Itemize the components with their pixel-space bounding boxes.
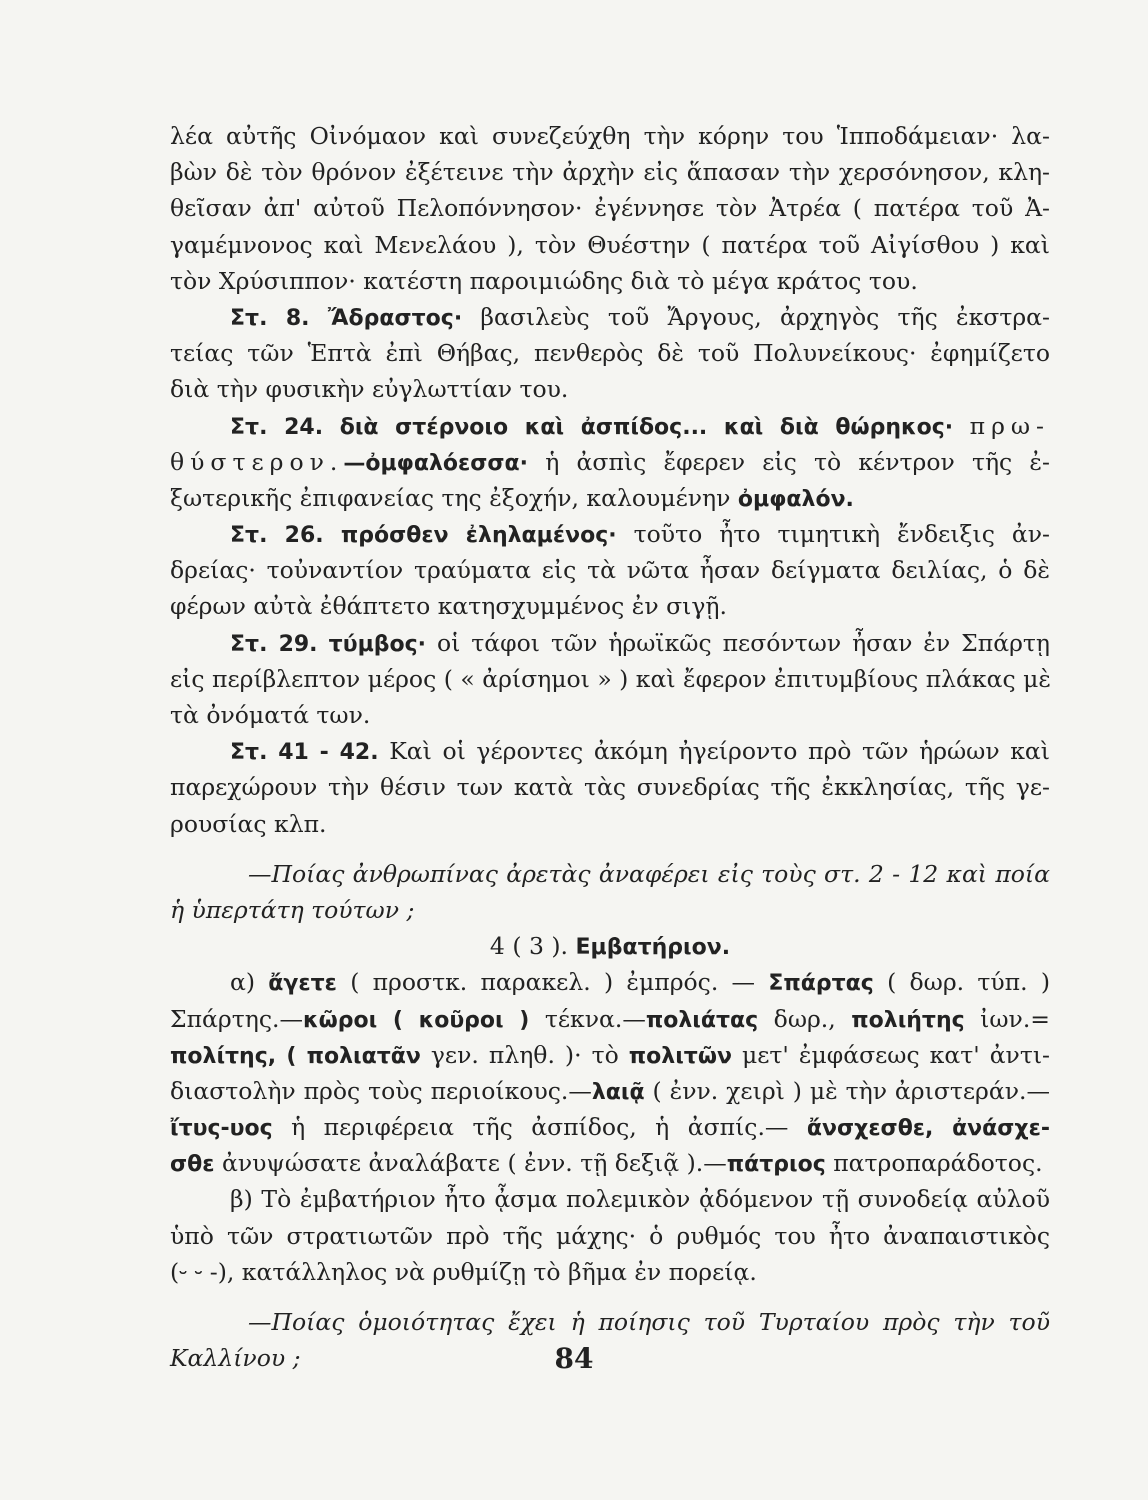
text-line xyxy=(170,371,1050,407)
verse-ref-heading: Στ. 26. πρόσθεν ἐληλαμένος· xyxy=(230,523,617,549)
text-line xyxy=(170,1109,1050,1145)
term-bold: Σπάρτας xyxy=(768,971,874,997)
text-line xyxy=(170,806,1050,842)
text-span: ἡ ὑπερτάτη τούτων ; xyxy=(170,895,415,924)
text-span: (⏑ ⏑ -), κατάλληλος νὰ ρυθμίζῃ τὸ βῆμα ἐν πορείᾳ. xyxy=(170,1257,757,1286)
text-span: διὰ τὴν φυσικὴν εὐγλωττίαν του. xyxy=(170,375,569,404)
term-bold: ὀμφαλόν. xyxy=(737,486,854,512)
text-line xyxy=(170,118,1050,154)
text-line xyxy=(170,1254,1050,1290)
text-span: α) xyxy=(230,968,269,997)
text-span: γεν. πληθ. )· τὸ xyxy=(420,1040,629,1069)
section-title: Εμβατήριον. xyxy=(575,935,731,961)
text-line xyxy=(170,1037,1050,1073)
term-bold: λαιᾷ xyxy=(591,1079,645,1105)
text-line xyxy=(170,299,1050,335)
text-line xyxy=(170,480,1050,516)
term-bold: πάτριος xyxy=(726,1152,826,1178)
text-line xyxy=(170,625,1050,661)
section-number: 4 ( 3 ). xyxy=(489,932,569,961)
text-line xyxy=(170,697,1050,733)
text-line xyxy=(170,263,1050,299)
spacer xyxy=(170,842,1050,856)
text-span: μετ' ἐμφάσεως κατ' ἀντι- xyxy=(731,1040,1051,1069)
text-span: δωρ., xyxy=(758,1004,852,1033)
term-bold: ἄνσχεσθε, ἀνάσχε- xyxy=(806,1116,1050,1142)
question-line xyxy=(170,856,1050,892)
text-span: ( προστκ. παρακελ. ) ἐμπρός. — xyxy=(336,968,756,997)
text-span: ἡ ἀσπὶς ἔφερεν εἰς τὸ κέντρον τῆς ἐ- xyxy=(545,447,1050,476)
text-line xyxy=(170,154,1050,190)
text-span: διαστολὴν πρὸς τοὺς περιοίκους.— xyxy=(170,1076,592,1105)
text-line xyxy=(170,1145,1050,1181)
text-line xyxy=(170,769,1050,805)
term-bold: σθε xyxy=(170,1152,215,1178)
text-span: τέκνα.— xyxy=(529,1004,646,1033)
text-span: λέα αὐτῆς Οἰνόμαον καὶ συνεζεύχθη τὴν κόρην του Ἱπποδάμειαν· λα- xyxy=(170,122,1050,150)
text-span: τείας τῶν Ἑπτὰ ἐπὶ Θήβας, πενθερὸς δὲ τοῦ Πολυνείκους· ἐφημίζετο xyxy=(170,339,1050,368)
text-line xyxy=(170,1218,1050,1254)
text-line xyxy=(170,1001,1050,1037)
text-span: ξωτερικῆς ἐπιφανείας της ἐξοχήν, καλουμένην xyxy=(170,483,731,512)
verse-ref-heading: Στ. 29. τύμβος· xyxy=(230,631,427,657)
text-line xyxy=(170,1181,1050,1217)
text-line xyxy=(170,227,1050,263)
text-span: πρω- xyxy=(969,411,1050,440)
body-text xyxy=(170,118,1050,1376)
text-span: οἱ τάφοι τῶν ἡρωϊκῶς πεσόντων ἦσαν ἐν Σπάρτῃ xyxy=(436,628,1050,657)
section-heading xyxy=(170,928,1050,964)
text-line xyxy=(170,408,1050,444)
verse-ref-heading: Στ. 41 - 42. xyxy=(230,740,379,766)
text-line xyxy=(170,1073,1050,1109)
spacer xyxy=(170,1290,1050,1304)
text-line xyxy=(170,335,1050,371)
term-bold: κῶροι ( κοῦροι ) xyxy=(302,1007,530,1033)
text-span: ἀνυψώσατε ἀναλάβατε ( ἐνν. τῇ δεξιᾷ ).— xyxy=(214,1149,727,1178)
text-span: παρεχώρουν τὴν θέσιν των κατὰ τὰς συνεδρίας τῆς ἐκκλησίας, τῆς γε- xyxy=(170,773,1050,802)
text-span: —Ποίας ἀνθρωπίνας ἀρετὰς ἀναφέρει εἰς τοὺς στ. 2 - 12 καὶ ποία xyxy=(248,859,1050,888)
text-line xyxy=(170,588,1050,624)
text-span: ( ἐνν. χειρὶ ) μὲ τὴν ἀριστεράν.— xyxy=(644,1076,1050,1105)
text-span: τὰ ὀνόματά των. xyxy=(170,701,371,729)
text-line xyxy=(170,733,1050,769)
term-bold: ἄγετε xyxy=(268,971,337,997)
term-bold: πολιτῶν xyxy=(628,1043,732,1069)
text-line xyxy=(170,964,1050,1000)
text-span: πατροπαράδοτος. xyxy=(825,1149,1043,1178)
text-span: βὼν δὲ τὸν θρόνον ἐξέτεινε τὴν ἀρχὴν εἰς ἅπασαν τὴν χερσόνησον, κλη- xyxy=(170,158,1050,187)
text-line xyxy=(170,444,1050,480)
text-span: φέρων αὐτὰ ἐθάπτετο κατησχυμμένος ἐν σιγῇ. xyxy=(170,592,727,621)
text-span: θύστερον. xyxy=(170,447,344,476)
text-span: Καλλίνου ; xyxy=(170,1344,301,1373)
text-span: —Ποίας ὁμοιότητας ἔχει ἡ ποίησις τοῦ Τυρταίου πρὸς τὴν τοῦ xyxy=(248,1308,1050,1336)
text-span: ἡ περιφέρεια τῆς ἀσπίδος, ἡ ἀσπίς.— xyxy=(272,1113,807,1142)
term-bold: —ὀμφαλόεσσα· xyxy=(343,450,529,476)
text-span: δρείας· τοὐναντίον τραύματα εἰς τὰ νῶτα ἦσαν δείγματα δειλίας, ὁ δὲ xyxy=(170,556,1050,585)
text-span: τὸν Χρύσιππον· κατέστη παροιμιώδης διὰ τὸ μέγα κράτος του. xyxy=(170,266,918,295)
page-number: 84 xyxy=(554,1342,594,1375)
verse-ref-heading: Στ. 8. Ἄδραστος· xyxy=(230,305,463,331)
text-line xyxy=(170,661,1050,697)
text-span: Σπάρτης.— xyxy=(170,1004,303,1033)
text-line xyxy=(170,190,1050,226)
question-line xyxy=(170,1304,1050,1340)
text-line xyxy=(170,516,1050,552)
term-bold: πολιήτης xyxy=(851,1007,965,1033)
term-bold: πολιάτας xyxy=(645,1007,759,1033)
term-bold: ἴτυς-υος xyxy=(170,1116,273,1142)
text-span: γαμέμνονος καὶ Μενελάου ), τὸν Θυέστην ( πατέρα τοῦ Αἰγίσθου ) καὶ xyxy=(170,230,1050,259)
term-bold: πολίτης, ( πολιατᾶν xyxy=(170,1043,421,1069)
text-span: θεῖσαν ἀπ' αὐτοῦ Πελοπόννησον· ἐγέννησε τὸν Ἀτρέα ( πατέρα τοῦ Ἀ- xyxy=(170,194,1050,223)
text-span: βασιλεὺς τοῦ Ἄργους, ἀρχηγὸς τῆς ἐκστρα- xyxy=(480,302,1050,331)
question-line xyxy=(170,892,1050,928)
text-span: ρουσίας κλπ. xyxy=(170,809,327,838)
text-span: εἰς περίβλεπτον μέρος ( « ἀρίσημοι » ) καὶ ἔφερον ἐπιτυμβίους πλάκας μὲ xyxy=(170,664,1051,693)
text-span: ὑπὸ τῶν στρατιωτῶν πρὸ τῆς μάχης· ὁ ρυθμός του ἦτο ἀναπαιστικὸς xyxy=(170,1221,1050,1250)
text-span: β) Τὸ ἐμβατήριον ἦτο ᾆσμα πολεμικὸν ᾀδόμενον τῇ συνοδείᾳ αὐλοῦ xyxy=(230,1185,1050,1214)
text-span: ἰων.= xyxy=(964,1004,1050,1033)
text-span: ( δωρ. τύπ. ) xyxy=(873,968,1050,997)
verse-ref-heading: Στ. 24. διὰ στέρνοιο καὶ ἀσπίδος... καὶ διὰ θώρηκος· xyxy=(230,414,954,440)
text-span: Καὶ οἱ γέροντες ἀκόμη ἠγείροντο πρὸ τῶν ἡρώων καὶ xyxy=(389,737,1051,766)
text-line xyxy=(170,552,1050,588)
text-span: τοῦτο ἦτο τιμητικὴ ἔνδειξις ἀν- xyxy=(633,520,1050,549)
